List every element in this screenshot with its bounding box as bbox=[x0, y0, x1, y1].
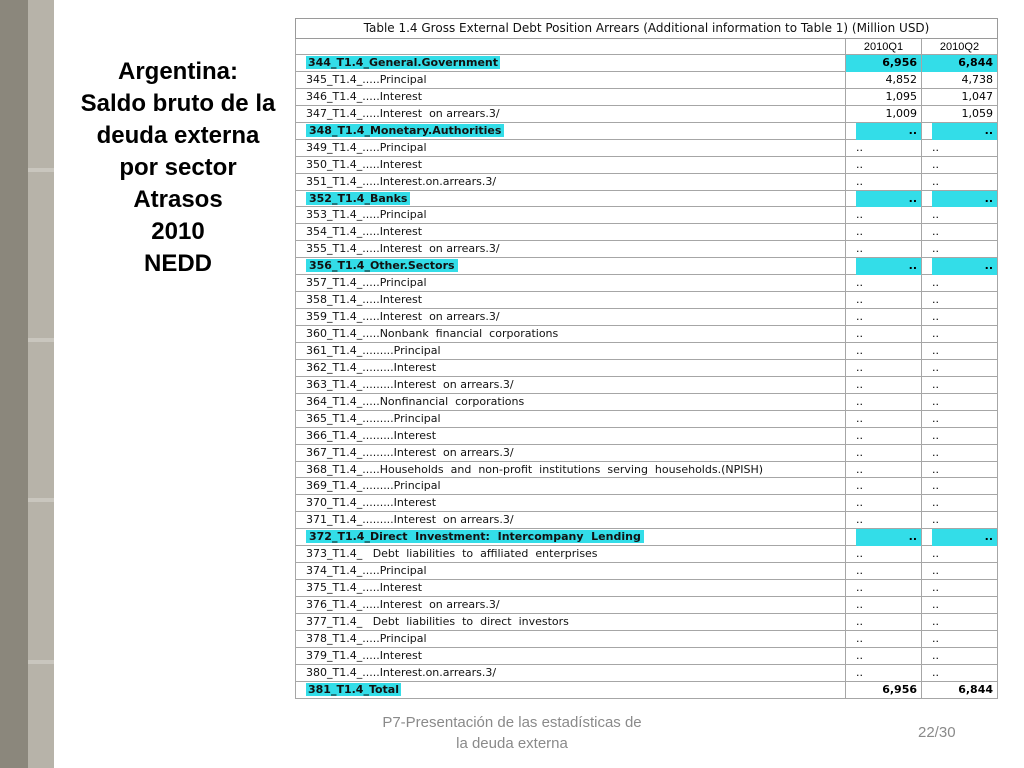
value-2010q1 bbox=[846, 309, 922, 326]
value-2010q2 bbox=[922, 157, 998, 174]
table-row bbox=[295, 462, 998, 479]
debt-arrears-table bbox=[295, 18, 998, 699]
value-2010q2 bbox=[922, 631, 998, 648]
value-text: .. bbox=[856, 327, 863, 340]
value-text: .. bbox=[856, 191, 921, 208]
value-2010q1 bbox=[846, 157, 922, 174]
value-2010q1 bbox=[846, 631, 922, 648]
value-text: .. bbox=[856, 631, 863, 645]
value-2010q1 bbox=[846, 191, 922, 208]
table-row bbox=[295, 106, 998, 123]
value-2010q2 bbox=[922, 529, 998, 546]
table-body bbox=[295, 55, 998, 699]
value-2010q1 bbox=[846, 563, 922, 580]
row-label-text: 357_T1.4_.....Principal bbox=[306, 276, 427, 290]
title-line: Atrasos bbox=[133, 186, 223, 213]
value-text: 1,059 bbox=[961, 106, 993, 120]
row-label-text: 365_T1.4_.........Principal bbox=[306, 411, 441, 425]
row-label-text: 363_T1.4_.........Interest on arrears.3/ bbox=[306, 377, 514, 391]
value-2010q2 bbox=[922, 89, 998, 106]
value-2010q1 bbox=[846, 140, 922, 157]
row-label-text: 344_T1.4_General.Government bbox=[308, 56, 499, 69]
value-2010q2 bbox=[922, 411, 998, 428]
value-text: 4,852 bbox=[885, 72, 917, 86]
value-2010q2 bbox=[922, 106, 998, 123]
table-row bbox=[295, 123, 998, 140]
value-text: .. bbox=[856, 428, 863, 442]
value-2010q1 bbox=[846, 665, 922, 682]
header-label-cell bbox=[295, 39, 846, 55]
footer-line: P7-Presentación de las estadísticas de bbox=[382, 714, 642, 731]
value-text: .. bbox=[856, 513, 863, 527]
decor-segment bbox=[28, 664, 54, 768]
row-label bbox=[295, 89, 846, 106]
value-2010q2 bbox=[922, 258, 998, 275]
value-text: 6,844 bbox=[922, 55, 997, 72]
value-2010q1 bbox=[846, 123, 922, 140]
table-row bbox=[295, 140, 998, 157]
value-text: .. bbox=[856, 157, 863, 171]
value-2010q1 bbox=[846, 174, 922, 191]
value-2010q2 bbox=[922, 478, 998, 495]
value-2010q2 bbox=[922, 377, 998, 394]
value-2010q1 bbox=[846, 478, 922, 495]
value-2010q1 bbox=[846, 614, 922, 631]
row-label-text: 355_T1.4_.....Interest on arrears.3/ bbox=[306, 242, 500, 256]
row-label-text: 366_T1.4_.........Interest bbox=[306, 428, 437, 442]
table-row bbox=[295, 614, 998, 631]
table-row bbox=[295, 631, 998, 648]
table-row bbox=[295, 665, 998, 682]
table-row bbox=[295, 478, 998, 495]
value-text: .. bbox=[932, 225, 939, 239]
value-text: .. bbox=[856, 598, 863, 611]
row-label-text: 359_T1.4_.....Interest on arrears.3/ bbox=[306, 310, 500, 324]
value-text: .. bbox=[856, 547, 863, 561]
value-2010q2 bbox=[922, 72, 998, 89]
row-label bbox=[295, 614, 846, 631]
value-2010q1 bbox=[846, 546, 922, 563]
value-text: .. bbox=[856, 614, 863, 628]
table-header-row bbox=[295, 39, 998, 55]
value-2010q1 bbox=[846, 326, 922, 343]
value-text: .. bbox=[932, 242, 939, 256]
value-2010q2 bbox=[922, 343, 998, 360]
value-text: .. bbox=[932, 343, 939, 357]
value-2010q1 bbox=[846, 445, 922, 462]
table-row bbox=[295, 207, 998, 224]
table-title: Table 1.4 Gross External Debt Position Arrears (Additional information to Table 1) (Million USD) bbox=[295, 18, 998, 39]
value-text: .. bbox=[932, 665, 939, 679]
row-label bbox=[295, 174, 846, 191]
value-text: .. bbox=[856, 445, 863, 459]
value-text: .. bbox=[856, 394, 863, 408]
row-label bbox=[295, 478, 846, 495]
value-text: .. bbox=[932, 123, 997, 140]
value-text: .. bbox=[856, 208, 863, 222]
value-text: .. bbox=[856, 581, 863, 595]
value-text: .. bbox=[932, 614, 939, 628]
row-label-text: 371_T1.4_.........Interest on arrears.3/ bbox=[306, 513, 514, 527]
value-2010q2 bbox=[922, 512, 998, 529]
row-label-text: 368_T1.4_.....Households and non-profit institutions serving households.(NPISH) bbox=[306, 462, 764, 476]
row-label-text: 353_T1.4_.....Principal bbox=[306, 208, 427, 222]
value-text: .. bbox=[932, 529, 997, 546]
value-text: .. bbox=[932, 377, 939, 391]
value-text: .. bbox=[932, 276, 939, 290]
value-2010q2 bbox=[922, 360, 998, 377]
table-row bbox=[295, 495, 998, 512]
table-row bbox=[295, 360, 998, 377]
value-2010q2 bbox=[922, 445, 998, 462]
value-text: .. bbox=[932, 394, 939, 408]
row-label-text: 369_T1.4_.........Principal bbox=[306, 479, 441, 493]
table-row bbox=[295, 275, 998, 292]
row-label bbox=[295, 241, 846, 258]
slide-title bbox=[60, 56, 296, 280]
table-row bbox=[295, 258, 998, 275]
row-label bbox=[295, 157, 846, 174]
value-text: .. bbox=[856, 496, 863, 510]
value-2010q2 bbox=[922, 123, 998, 140]
row-label-text: 358_T1.4_.....Interest bbox=[306, 293, 423, 307]
value-text: .. bbox=[856, 225, 863, 239]
row-label bbox=[295, 207, 846, 224]
table-row bbox=[295, 428, 998, 445]
left-decor-bar bbox=[0, 0, 28, 768]
table-row bbox=[295, 563, 998, 580]
value-text: .. bbox=[932, 462, 939, 476]
value-text: .. bbox=[856, 411, 863, 425]
row-label bbox=[295, 462, 846, 479]
row-label-text: 350_T1.4_.....Interest bbox=[306, 157, 423, 171]
value-2010q2 bbox=[922, 563, 998, 580]
value-2010q1 bbox=[846, 512, 922, 529]
value-text: .. bbox=[856, 648, 863, 662]
table-row bbox=[295, 224, 998, 241]
value-text: .. bbox=[932, 327, 939, 340]
row-label bbox=[295, 326, 846, 343]
table-row bbox=[295, 157, 998, 174]
value-2010q2 bbox=[922, 224, 998, 241]
header-2010q1: 2010Q1 bbox=[846, 39, 922, 55]
row-label bbox=[295, 512, 846, 529]
value-2010q1 bbox=[846, 55, 922, 72]
table-row bbox=[295, 326, 998, 343]
row-label-text: 360_T1.4_.....Nonbank financial corporations bbox=[306, 327, 559, 340]
value-2010q2 bbox=[922, 140, 998, 157]
row-label bbox=[295, 580, 846, 597]
value-2010q1 bbox=[846, 258, 922, 275]
table-row bbox=[295, 648, 998, 665]
decor-segment bbox=[28, 342, 54, 498]
row-label bbox=[295, 495, 846, 512]
row-label bbox=[295, 529, 846, 546]
value-2010q2 bbox=[922, 648, 998, 665]
row-label-text: 374_T1.4_.....Principal bbox=[306, 564, 427, 578]
title-line: Saldo bruto de la bbox=[80, 90, 276, 117]
row-label-text: 379_T1.4_.....Interest bbox=[306, 648, 423, 662]
value-2010q1 bbox=[846, 292, 922, 309]
value-text: 4,738 bbox=[961, 72, 993, 86]
value-text: .. bbox=[856, 123, 921, 140]
value-text: .. bbox=[856, 462, 863, 476]
value-text: .. bbox=[932, 496, 939, 510]
table-row bbox=[295, 191, 998, 208]
value-text: 1,009 bbox=[885, 106, 917, 120]
row-label bbox=[295, 631, 846, 648]
value-2010q2 bbox=[922, 665, 998, 682]
value-text: .. bbox=[932, 547, 939, 561]
row-label-text: 352_T1.4_Banks bbox=[306, 192, 410, 205]
table-row bbox=[295, 411, 998, 428]
table-row bbox=[295, 394, 998, 411]
value-2010q1 bbox=[846, 428, 922, 445]
row-label-text: 381_T1.4_Total bbox=[308, 682, 400, 696]
table-row bbox=[295, 174, 998, 191]
value-2010q1 bbox=[846, 224, 922, 241]
value-2010q2 bbox=[922, 394, 998, 411]
value-text: .. bbox=[932, 293, 939, 307]
row-label-text: 375_T1.4_.....Interest bbox=[306, 581, 423, 595]
table-row bbox=[295, 241, 998, 258]
value-2010q1 bbox=[846, 648, 922, 665]
value-2010q1 bbox=[846, 495, 922, 512]
value-2010q1 bbox=[846, 377, 922, 394]
value-text: .. bbox=[932, 479, 939, 493]
row-label-text: 349_T1.4_.....Principal bbox=[306, 140, 427, 154]
row-label bbox=[295, 292, 846, 309]
value-2010q2 bbox=[922, 309, 998, 326]
value-2010q1 bbox=[846, 394, 922, 411]
value-text: .. bbox=[856, 360, 863, 374]
value-2010q2 bbox=[922, 614, 998, 631]
value-text: .. bbox=[856, 343, 863, 357]
title-line: 2010 bbox=[151, 218, 205, 245]
value-2010q1 bbox=[846, 682, 922, 699]
value-text: .. bbox=[932, 598, 939, 611]
table-row bbox=[295, 597, 998, 614]
value-text: .. bbox=[932, 208, 939, 222]
row-label bbox=[295, 377, 846, 394]
table-row bbox=[295, 546, 998, 563]
row-label bbox=[295, 309, 846, 326]
row-label-text: 367_T1.4_.........Interest on arrears.3/ bbox=[306, 445, 514, 459]
value-text: .. bbox=[932, 411, 939, 425]
footer-caption bbox=[358, 712, 666, 754]
value-text: .. bbox=[932, 631, 939, 645]
table-row bbox=[295, 512, 998, 529]
value-text: .. bbox=[856, 258, 921, 275]
value-2010q2 bbox=[922, 462, 998, 479]
header-2010q2: 2010Q2 bbox=[922, 39, 998, 55]
value-2010q2 bbox=[922, 174, 998, 191]
footer-line: la deuda externa bbox=[456, 735, 568, 752]
value-text: .. bbox=[932, 513, 939, 527]
value-2010q2 bbox=[922, 55, 998, 72]
row-label bbox=[295, 665, 846, 682]
value-text: .. bbox=[856, 276, 863, 290]
row-label bbox=[295, 411, 846, 428]
value-2010q1 bbox=[846, 529, 922, 546]
value-text: 1,047 bbox=[961, 89, 993, 103]
table-row bbox=[295, 89, 998, 106]
value-2010q1 bbox=[846, 72, 922, 89]
title-line: deuda externa bbox=[96, 122, 260, 149]
value-2010q2 bbox=[922, 191, 998, 208]
row-label bbox=[295, 682, 846, 699]
value-2010q2 bbox=[922, 292, 998, 309]
row-label bbox=[295, 428, 846, 445]
title-line: Argentina: bbox=[118, 58, 238, 85]
row-label bbox=[295, 597, 846, 614]
row-label bbox=[295, 445, 846, 462]
value-2010q2 bbox=[922, 207, 998, 224]
value-2010q1 bbox=[846, 89, 922, 106]
table-row bbox=[295, 377, 998, 394]
row-label-text: 346_T1.4_.....Interest bbox=[306, 89, 423, 103]
table-row bbox=[295, 55, 998, 72]
row-label bbox=[295, 394, 846, 411]
value-text: .. bbox=[932, 564, 939, 578]
table-row bbox=[295, 682, 998, 699]
value-2010q2 bbox=[922, 275, 998, 292]
row-label-text: 376_T1.4_.....Interest on arrears.3/ bbox=[306, 598, 500, 611]
value-text: .. bbox=[932, 258, 997, 275]
row-label bbox=[295, 648, 846, 665]
table-row bbox=[295, 72, 998, 89]
row-label-text: 364_T1.4_.....Nonfinancial corporations bbox=[306, 394, 525, 408]
row-label-text: 362_T1.4_.........Interest bbox=[306, 360, 437, 374]
value-text: .. bbox=[856, 665, 863, 679]
value-2010q1 bbox=[846, 207, 922, 224]
value-text: .. bbox=[856, 377, 863, 391]
row-label bbox=[295, 224, 846, 241]
value-text: .. bbox=[932, 428, 939, 442]
title-line: por sector bbox=[119, 154, 237, 181]
value-text: .. bbox=[856, 293, 863, 307]
value-2010q1 bbox=[846, 106, 922, 123]
value-2010q1 bbox=[846, 411, 922, 428]
value-text: .. bbox=[932, 581, 939, 595]
row-label bbox=[295, 123, 846, 140]
value-2010q1 bbox=[846, 241, 922, 258]
value-text: .. bbox=[856, 310, 863, 324]
value-text: 1,095 bbox=[885, 89, 917, 103]
decor-segment bbox=[28, 172, 54, 338]
page-number: 22/30 bbox=[918, 724, 956, 741]
value-2010q1 bbox=[846, 597, 922, 614]
left-decor-panel bbox=[28, 0, 54, 768]
row-label bbox=[295, 563, 846, 580]
value-2010q2 bbox=[922, 241, 998, 258]
row-label bbox=[295, 140, 846, 157]
decor-segment bbox=[28, 0, 54, 168]
decor-segment bbox=[28, 502, 54, 660]
value-2010q1 bbox=[846, 275, 922, 292]
row-label-text: 356_T1.4_Other.Sectors bbox=[306, 259, 458, 272]
value-text: .. bbox=[856, 242, 863, 256]
value-text: .. bbox=[932, 174, 939, 188]
value-text: .. bbox=[856, 174, 863, 188]
value-text: 6,844 bbox=[958, 682, 993, 696]
row-label bbox=[295, 275, 846, 292]
row-label-text: 372_T1.4_Direct Investment: Intercompany Lending bbox=[306, 530, 644, 543]
value-text: .. bbox=[932, 648, 939, 662]
row-label bbox=[295, 546, 846, 563]
value-text: .. bbox=[932, 157, 939, 171]
row-label-text: 354_T1.4_.....Interest bbox=[306, 225, 423, 239]
value-2010q2 bbox=[922, 682, 998, 699]
table-row bbox=[295, 309, 998, 326]
value-2010q2 bbox=[922, 597, 998, 614]
row-label bbox=[295, 191, 846, 208]
value-2010q2 bbox=[922, 495, 998, 512]
row-label-text: 378_T1.4_.....Principal bbox=[306, 631, 427, 645]
table-row bbox=[295, 343, 998, 360]
value-2010q2 bbox=[922, 546, 998, 563]
row-label-text: 347_T1.4_.....Interest on arrears.3/ bbox=[306, 106, 500, 120]
row-label-text: 373_T1.4_ Debt liabilities to affiliated enterprises bbox=[306, 547, 598, 561]
row-label-text: 361_T1.4_.........Principal bbox=[306, 343, 441, 357]
row-label-text: 351_T1.4_.....Interest.on.arrears.3/ bbox=[306, 174, 497, 188]
value-text: .. bbox=[932, 191, 997, 208]
value-text: .. bbox=[856, 529, 921, 546]
row-label bbox=[295, 106, 846, 123]
table-row bbox=[295, 292, 998, 309]
value-text: 6,956 bbox=[882, 682, 917, 696]
row-label-text: 380_T1.4_.....Interest.on.arrears.3/ bbox=[306, 665, 497, 679]
row-label bbox=[295, 258, 846, 275]
value-text: .. bbox=[856, 564, 863, 578]
value-text: .. bbox=[856, 140, 863, 154]
value-text: .. bbox=[932, 140, 939, 154]
value-2010q1 bbox=[846, 343, 922, 360]
row-label bbox=[295, 343, 846, 360]
value-2010q1 bbox=[846, 360, 922, 377]
row-label bbox=[295, 360, 846, 377]
value-text: .. bbox=[932, 310, 939, 324]
value-2010q2 bbox=[922, 428, 998, 445]
row-label-text: 348_T1.4_Monetary.Authorities bbox=[306, 124, 504, 137]
value-text: .. bbox=[932, 360, 939, 374]
value-2010q2 bbox=[922, 580, 998, 597]
value-text: 6,956 bbox=[846, 55, 921, 72]
value-2010q1 bbox=[846, 580, 922, 597]
value-text: .. bbox=[856, 479, 863, 493]
row-label-text: 377_T1.4_ Debt liabilities to direct investors bbox=[306, 614, 569, 628]
table-row bbox=[295, 529, 998, 546]
value-text: .. bbox=[932, 445, 939, 459]
row-label-text: 370_T1.4_.........Interest bbox=[306, 496, 437, 510]
title-line: NEDD bbox=[143, 250, 212, 277]
table-row bbox=[295, 445, 998, 462]
value-2010q2 bbox=[922, 326, 998, 343]
row-label bbox=[295, 72, 846, 89]
row-label bbox=[295, 55, 846, 72]
value-2010q1 bbox=[846, 462, 922, 479]
table-row bbox=[295, 580, 998, 597]
row-label-text: 345_T1.4_.....Principal bbox=[306, 72, 427, 86]
